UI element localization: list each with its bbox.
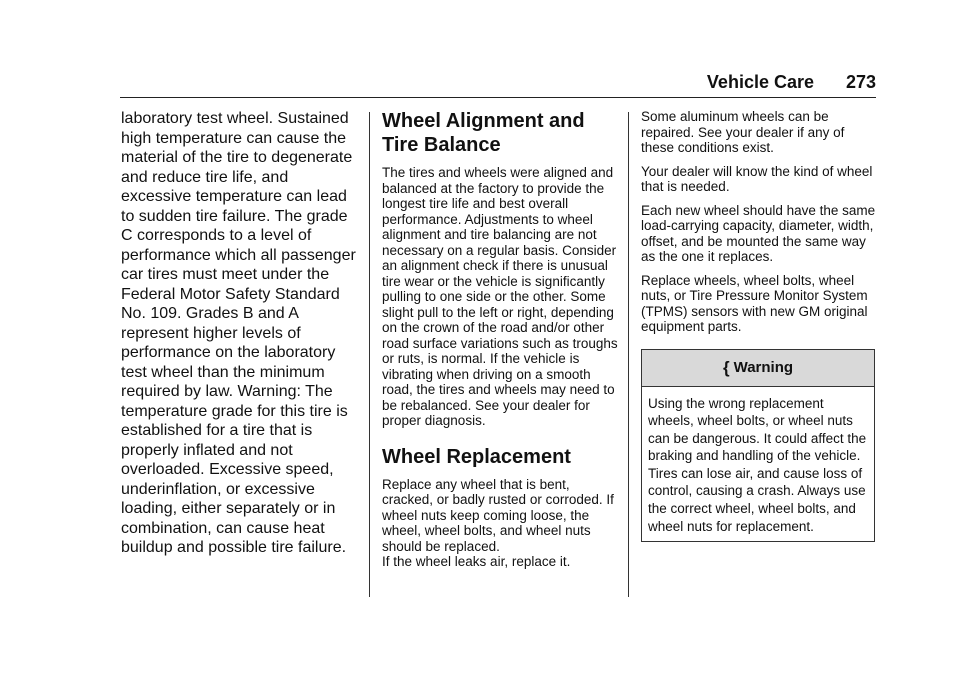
replacement-heading: Wheel Replacement <box>382 445 571 468</box>
warning-icon: { <box>722 357 730 377</box>
page-number: 273 <box>845 72 876 92</box>
column-divider-1 <box>369 112 370 597</box>
header-divider <box>120 97 876 98</box>
repair-paragraph: Some aluminum wheels can be repaired. See your dealer if any of these conditions exist. <box>641 109 845 155</box>
replacement-paragraph: Replace any wheel that is bent, cracked, or badly rusted or corroded. If wheel nuts keep coming loose, the wheel, wheel bolts, and wheel nuts should be replaced. <box>382 476 614 554</box>
warning-text: Using the wrong replacement wheels, wheel bolts, or wheel nuts can be dangerous. It could affect the braking and handling of the vehicle. Tires can lose air, and cause loss of control, causing a crash. Always use the correct wheel, wheel bolts, and wheel nuts for replacement. <box>648 395 867 534</box>
alignment-heading: Wheel Alignment and Tire Balance <box>382 110 585 156</box>
warning-title: Warning <box>733 359 794 376</box>
column-1 <box>121 109 361 558</box>
column-divider-2 <box>628 112 629 597</box>
tire-temperature-text: laboratory test wheel. Sustained high temperature can cause the material of the tire to degenerate and reduce tire life, and excessive temperature can lead to sudden tire failure. The grade C corresponds to a level of performance which all passenger car tires must meet under the Federal Motor Safety Standard No. 109. Grades B and A represent higher levels of performance on the laboratory test wheel than the minimum required by law. Warning: The temperature grade for this tire is established for a tire that is properly inflated and not overloaded. Excessive speed, underinflation, or excessive loading, either separately or in combination, can cause heat buildup and possible tire failure. <box>121 110 356 556</box>
column-3 <box>641 109 877 542</box>
column-2 <box>382 109 618 578</box>
warning-box <box>641 349 875 543</box>
dealer-paragraph: Your dealer will know the kind of wheel that is needed. <box>641 163 873 194</box>
replace-parts-paragraph: Replace wheels, wheel bolts, wheel nuts, or Tire Pressure Monitor System (TPMS) sensors with new GM original equipment parts. <box>641 272 868 334</box>
replacement-leak-paragraph: If the wheel leaks air, replace it. <box>382 554 571 569</box>
alignment-paragraph: The tires and wheels were aligned and balanced at the factory to provide the longest tire life and best overall performance. Adjustments to wheel alignment and tire balancing are not necessary on a regular basis. Consider an alignment check if there is unusual tire wear or the vehicle is significantly pulling to one side or the other. Some slight pull to the left or right, depending on the crown of the road and/or other road surface variations such as troughs or ruts, is normal. If the vehicle is vibrating when driving on a smooth road, the tires and wheels may need to be rebalanced. See your dealer for proper diagnosis. <box>382 165 618 428</box>
warning-header <box>642 350 874 387</box>
new-wheel-paragraph: Each new wheel should have the same load-carrying capacity, diameter, width, offset, and be mounted the same way as the one it replaces. <box>641 202 876 264</box>
section-title: Vehicle Care <box>706 72 814 92</box>
